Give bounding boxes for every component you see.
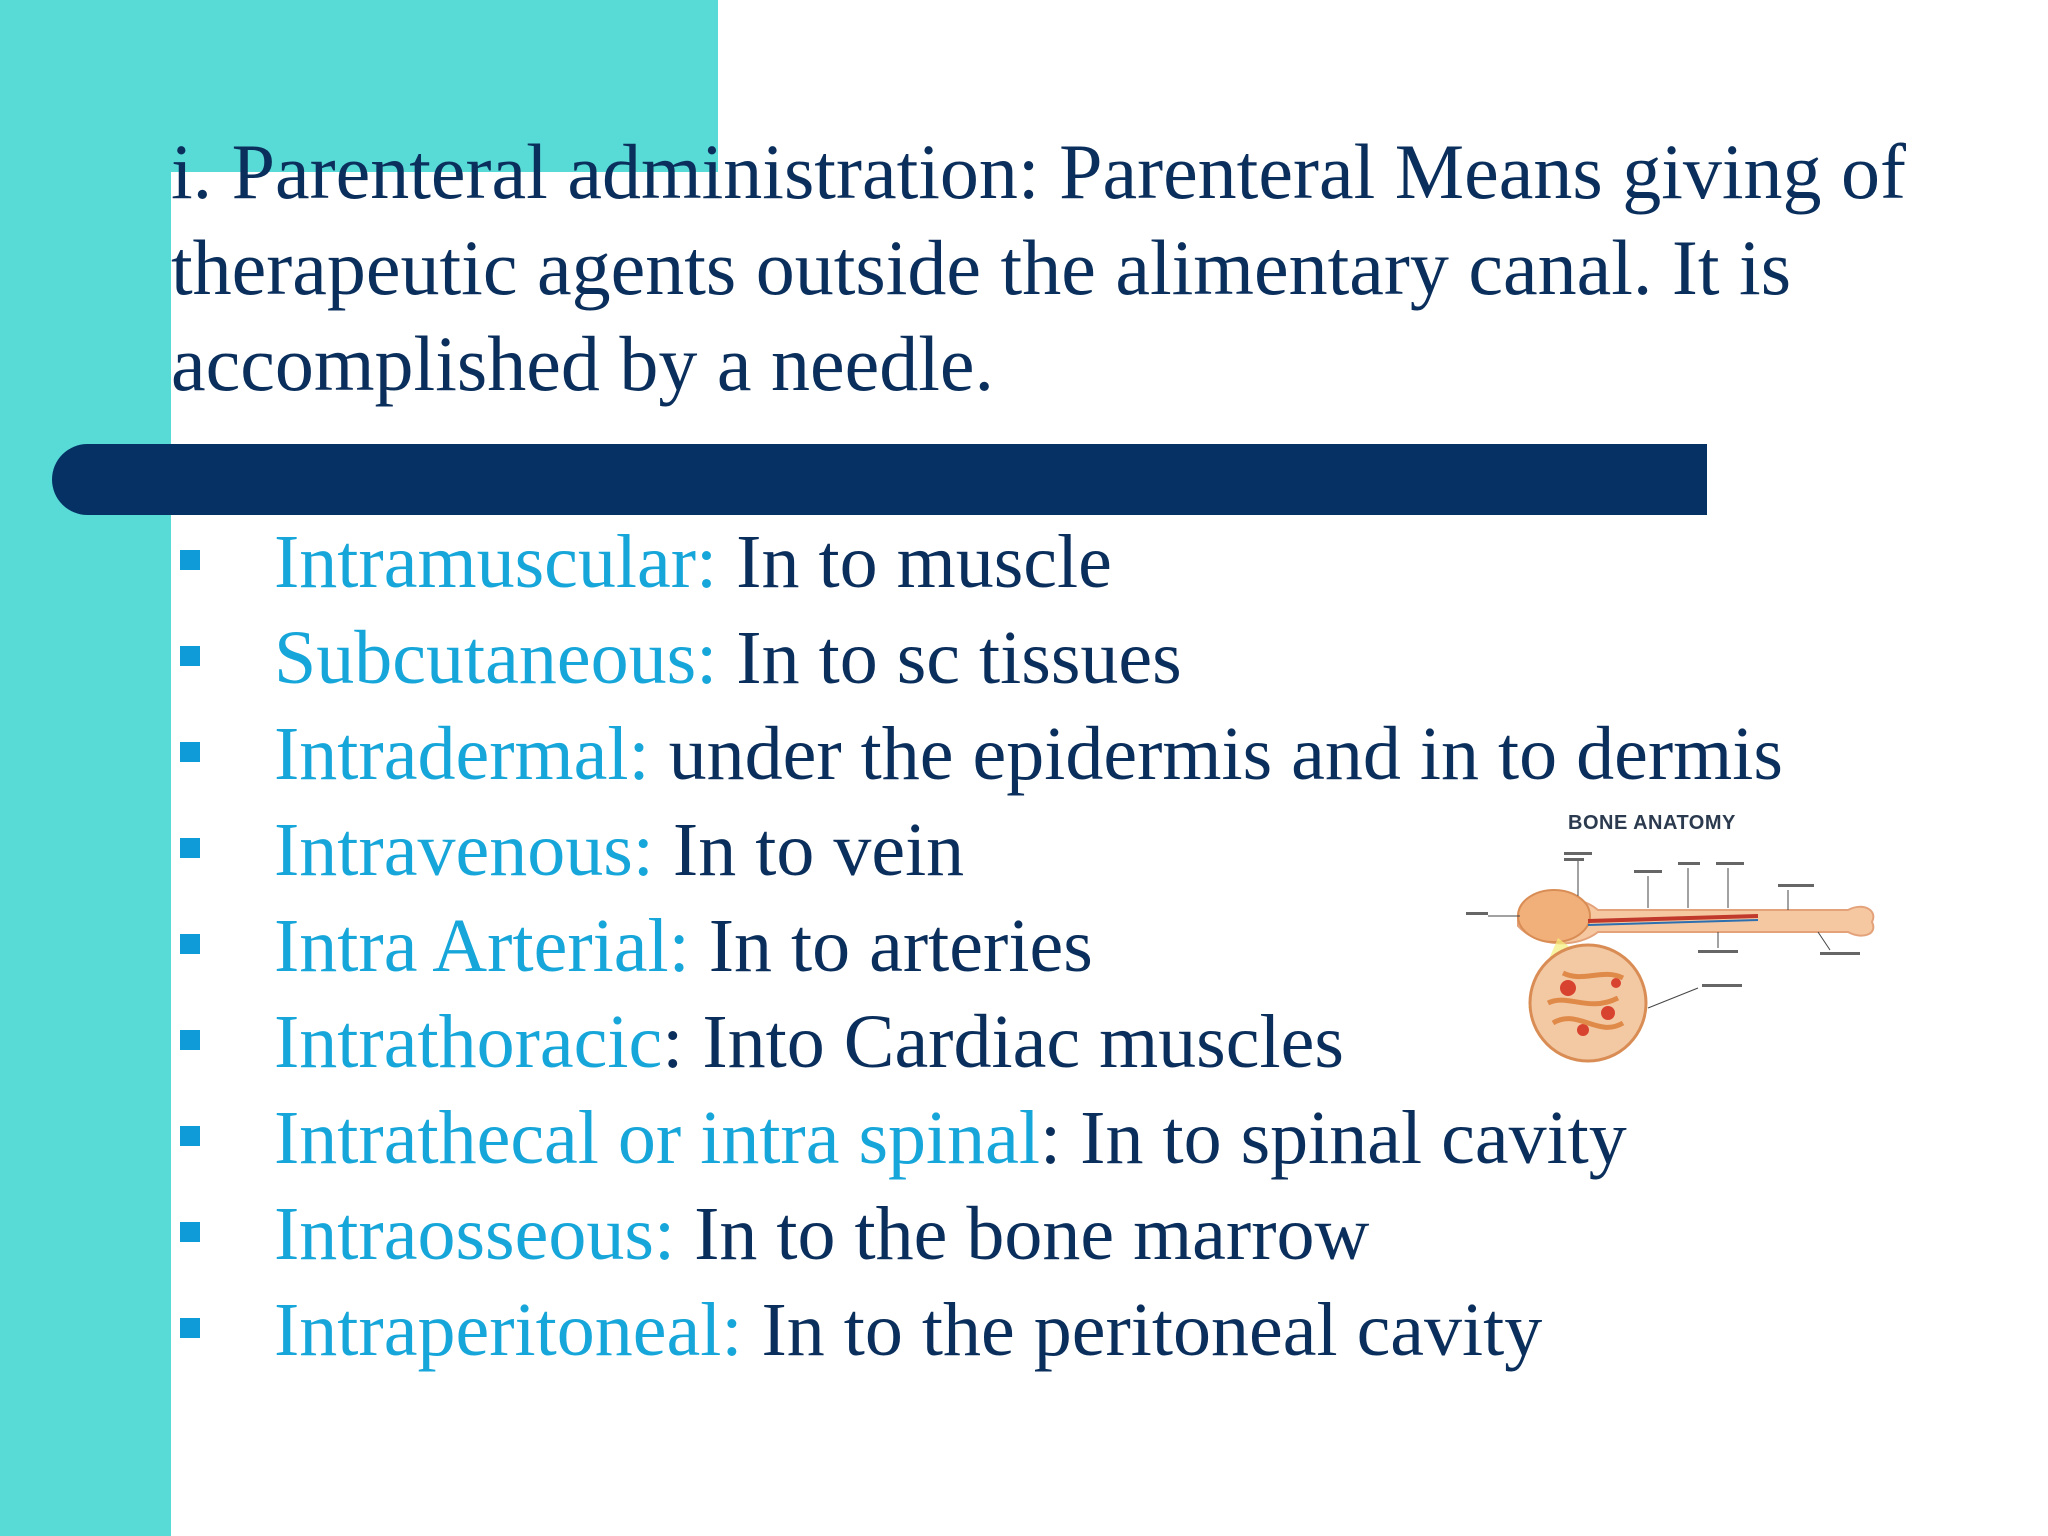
square-bullet-icon [180,1030,200,1050]
route-term: Intramuscular [274,520,697,604]
list-item-text [274,514,1112,610]
route-description: Into Cardiac muscles [683,1000,1344,1084]
term-separator: : [632,808,654,892]
figure-title: BONE ANATOMY [1568,812,1736,834]
list-item-text [274,898,1093,994]
list-item-text [274,994,1344,1090]
route-term: Intravenous [274,808,633,892]
square-bullet-icon [180,1318,200,1338]
term-separator: : [662,1000,684,1084]
square-bullet-icon [180,646,200,666]
route-term: Intraosseous [274,1192,654,1276]
route-term: Intradermal [274,712,629,796]
route-description: In to vein [653,808,965,892]
route-description: In to arteries [689,904,1093,988]
term-separator: : [721,1288,743,1372]
square-bullet-icon [180,1222,200,1242]
list-item-text [274,610,1182,706]
list-item-text [274,1282,1542,1378]
list-item-text [274,1090,1627,1186]
list-item-text [274,706,1783,802]
square-bullet-icon [180,934,200,954]
route-description: In to sc tissues [717,616,1182,700]
term-separator: : [696,520,718,604]
term-separator: : [1040,1096,1062,1180]
term-separator: : [668,904,690,988]
term-separator: : [696,616,718,700]
route-description: In to the peritoneal cavity [742,1288,1543,1372]
term-separator: : [653,1192,676,1276]
route-term: Intraperitoneal [274,1288,722,1372]
route-description: In to muscle [717,520,1112,604]
list-item-text [274,802,964,898]
divider-bar [52,444,1707,515]
route-term: Intrathoracic [274,1000,663,1084]
route-description: under the epidermis and in to dermis [649,712,1783,796]
route-description: In to the bone marrow [675,1192,1370,1276]
square-bullet-icon [180,742,200,762]
square-bullet-icon [180,838,200,858]
term-separator: : [628,712,650,796]
square-bullet-icon [180,550,200,570]
bone-anatomy-illustration [1458,798,1878,1068]
bone-icon [1458,798,1878,1068]
route-term: Intra Arterial [274,904,669,988]
list-item-text [274,1186,1369,1282]
teal-accent-left [0,0,171,1536]
square-bullet-icon [180,1126,200,1146]
route-term: Subcutaneous [274,616,697,700]
route-description: In to spinal cavity [1061,1096,1627,1180]
route-term: Intrathecal or intra spinal [274,1096,1041,1180]
slide-heading: i. Parenteral administration: Parenteral Means giving of therapeutic agents outside the alimentary canal. It is accomplished by a needle. [171,128,1907,407]
